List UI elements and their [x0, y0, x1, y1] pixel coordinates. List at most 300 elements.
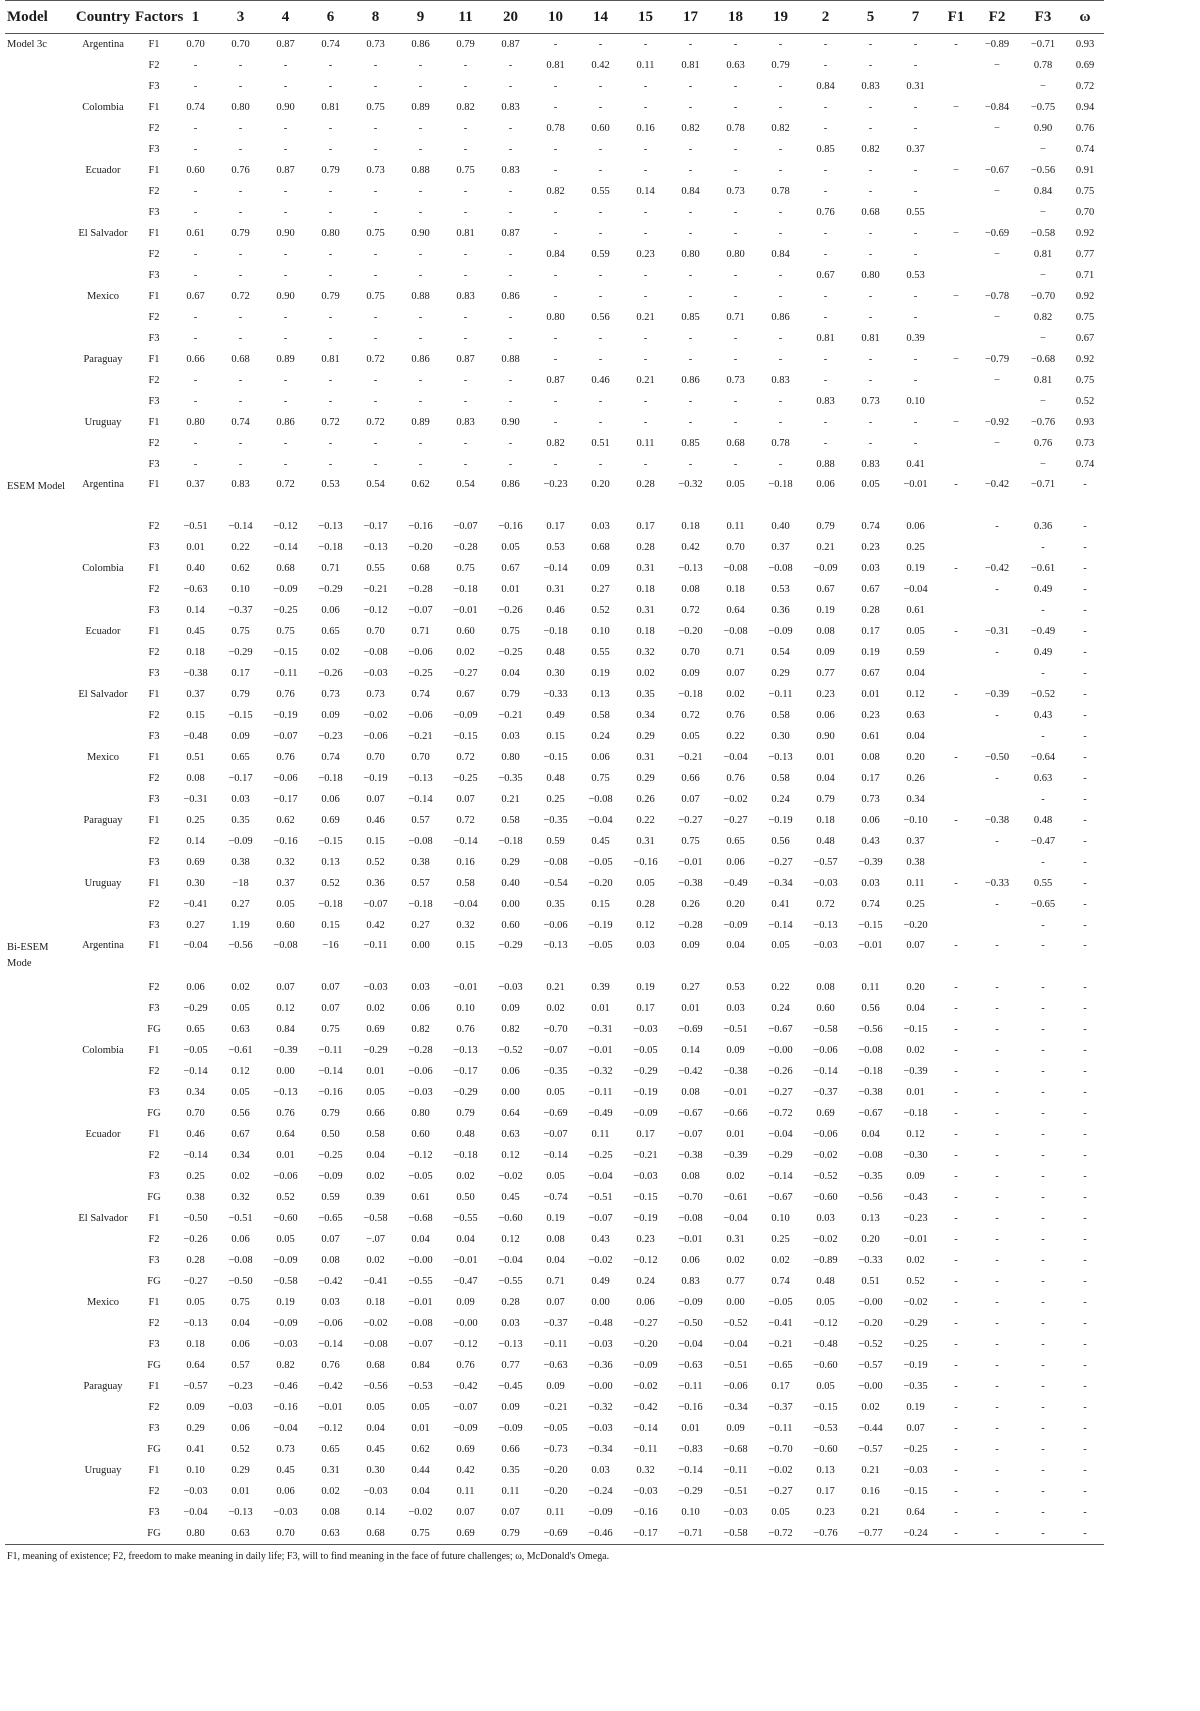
loading-cell: −0.89: [813, 1255, 838, 1266]
loading-cell: 0.80: [186, 417, 205, 428]
loading-cell: −0.30: [903, 1150, 928, 1161]
loading-cell: −0.35: [543, 1066, 568, 1077]
loading-cell: -: [823, 312, 828, 323]
country-cell: [71, 705, 135, 726]
loading-cell: 0.48: [546, 773, 565, 784]
loading-cell: -: [778, 39, 783, 50]
loading-cell: 0.23: [861, 710, 880, 721]
loading-cell: −0.07: [363, 899, 388, 910]
factor-cell: F2: [148, 1234, 160, 1245]
loading-cell: −0.51: [183, 521, 208, 532]
loading-cell: 0.70: [726, 542, 745, 553]
table-row: [5, 747, 1104, 768]
loading-cell: -: [238, 396, 243, 407]
column-header: 5: [848, 1, 893, 34]
loading-cell: -: [1083, 731, 1087, 742]
loading-cell: -: [954, 1339, 958, 1350]
loading-cell: 0.55: [591, 647, 610, 658]
table-row: [5, 998, 1104, 1019]
loading-cell: -: [643, 39, 648, 50]
column-header: 17: [668, 1, 713, 34]
loading-cell: 0.82: [1033, 312, 1053, 323]
table-row: [5, 34, 1104, 56]
loading-cell: -: [1083, 605, 1087, 616]
loading-cell: 0.26: [681, 899, 700, 910]
loading-cell: 0.73: [321, 689, 340, 700]
loading-cell: 0.69: [816, 1108, 835, 1119]
table-row: [5, 873, 1104, 894]
loading-cell: 0.25: [186, 1171, 205, 1182]
loading-cell: -: [823, 39, 828, 50]
loading-cell: 0.09: [726, 1045, 745, 1056]
model-cell: [5, 1145, 71, 1166]
loading-cell: 0.11: [726, 521, 745, 532]
loading-cell: -: [954, 1276, 958, 1287]
loading-cell: 0.41: [906, 459, 925, 470]
loading-cell: -: [1083, 647, 1087, 658]
loading-cell: 0.63: [308, 1523, 353, 1545]
loading-cell: 0.06: [591, 752, 610, 763]
loading-cell: -: [868, 123, 873, 134]
loading-cell: 0.08: [321, 1507, 340, 1518]
loading-cell: −0.12: [363, 605, 388, 616]
factor-cell: F3: [148, 1423, 160, 1434]
loading-cell: 0.01: [186, 542, 205, 553]
loading-cell: 0.31: [321, 1465, 340, 1476]
loading-cell: -: [995, 1024, 999, 1035]
loading-cell: -: [598, 333, 603, 344]
table-footnote: F1, meaning of existence; F2, freedom to make meaning in daily life; F3, will to find meaning in the face of future challenges; ω, McDonald's Omega.: [7, 1551, 610, 1562]
column-header: 4: [263, 1, 308, 34]
loading-cell: −0.32: [588, 1402, 613, 1413]
loading-cell: 0.88: [411, 165, 430, 176]
loading-cell: 0.01: [276, 1150, 295, 1161]
loading-cell: −0.04: [678, 1339, 703, 1350]
loading-cell: −0.05: [633, 1045, 658, 1056]
loading-cell: −0.18: [408, 899, 433, 910]
loading-cell: 0.87: [501, 228, 520, 239]
loading-cell: 0.86: [681, 375, 700, 386]
loading-cell: -: [1041, 1024, 1045, 1035]
table-row: [5, 1502, 1104, 1523]
loading-cell: −0.23: [903, 1213, 928, 1224]
loading-cell: -: [1083, 1423, 1087, 1434]
loading-cell: −0.07: [543, 1045, 568, 1056]
loading-cell: -: [954, 1066, 958, 1077]
loading-cell: 0.05: [816, 1381, 835, 1392]
column-header: F2: [974, 1, 1020, 34]
model-cell: [5, 537, 71, 558]
loading-cell: -: [373, 123, 378, 134]
loading-cell: -: [954, 689, 958, 700]
loading-cell: 0.70: [263, 1523, 308, 1545]
loading-cell: −: [953, 102, 959, 113]
model-cell: [5, 789, 71, 810]
loading-cell: -: [913, 249, 918, 260]
loading-cell: −0.18: [678, 689, 703, 700]
loading-cell: -: [733, 270, 738, 281]
column-header: 6: [308, 1, 353, 34]
loading-cell: 0.22: [231, 542, 250, 553]
loading-cell: 0.22: [636, 815, 655, 826]
loading-cell: 0.90: [816, 731, 835, 742]
loading-cell: 0.82: [861, 144, 880, 155]
loading-cell: 0.58: [591, 710, 610, 721]
factor-cell: F2: [148, 1318, 160, 1329]
loading-cell: 0.14: [186, 836, 205, 847]
model-cell: [5, 160, 71, 181]
loading-cell: -: [954, 563, 958, 574]
loading-cell: 0.02: [456, 1171, 475, 1182]
loading-cell: -: [598, 39, 603, 50]
loading-cell: −0.05: [408, 1171, 433, 1182]
loading-cell: 0.31: [636, 605, 655, 616]
loading-cell: -: [328, 270, 333, 281]
loading-cell: −0.07: [588, 1213, 613, 1224]
loading-cell: -: [193, 438, 198, 449]
loading-cell: −0.18: [318, 542, 343, 553]
table-row: [5, 328, 1104, 349]
loading-cell: 0.01: [906, 1087, 925, 1098]
loading-cell: −0.14: [678, 1465, 703, 1476]
loading-cell: 0.16: [861, 1486, 880, 1497]
factor-cell: F2: [148, 1066, 160, 1077]
loading-cell: -: [954, 1360, 958, 1371]
country-cell: Argentina: [82, 39, 124, 50]
loading-cell: −0.03: [723, 1507, 748, 1518]
loading-cell: -: [553, 165, 558, 176]
loading-cell: 0.27: [411, 920, 430, 931]
factor-cell: F2: [148, 584, 160, 595]
loading-cell: -: [193, 186, 198, 197]
loading-cell: −0.04: [723, 1213, 748, 1224]
loading-cell: 0.94: [1075, 102, 1095, 113]
loading-cell: 0.50: [456, 1192, 475, 1203]
loading-cell: −0.06: [408, 710, 433, 721]
column-header: F1: [938, 1, 974, 34]
loading-cell: -: [508, 60, 513, 71]
loading-cell: −0.06: [273, 773, 298, 784]
loading-cell: -: [238, 144, 243, 155]
loading-cell: −0.64: [1030, 752, 1056, 763]
loading-cell: -: [733, 333, 738, 344]
loading-cell: -: [995, 584, 999, 595]
loading-cell: −0.27: [453, 668, 478, 679]
loading-cell: −18: [232, 878, 249, 889]
loading-cell: −0.60: [813, 1444, 838, 1455]
loading-cell: -: [463, 144, 468, 155]
loading-cell: −0.51: [228, 1213, 253, 1224]
loading-cell: 0.05: [816, 1297, 835, 1308]
loading-cell: -: [868, 291, 873, 302]
loading-cell: 0.68: [591, 542, 610, 553]
loading-cell: -: [1083, 479, 1087, 490]
loading-cell: 0.65: [321, 626, 340, 637]
loading-cell: 0.79: [321, 1108, 340, 1119]
loading-cell: 0.21: [636, 312, 655, 323]
loading-cell: -: [328, 396, 333, 407]
loading-cell: 0.71: [546, 1276, 565, 1287]
loading-cell: 0.09: [681, 668, 700, 679]
country-cell: [71, 516, 135, 537]
table-row: [5, 307, 1104, 328]
loading-cell: 0.02: [366, 1255, 385, 1266]
loading-cell: 0.75: [231, 1297, 250, 1308]
loading-cell: -: [954, 1087, 958, 1098]
loading-cell: −0.25: [318, 1150, 343, 1161]
loading-cell: 0.77: [1075, 249, 1095, 260]
loading-cell: 0.31: [546, 584, 565, 595]
loading-cell: −0.02: [408, 1507, 433, 1518]
loading-cell: 0.43: [1033, 710, 1053, 721]
loading-cell: -: [643, 270, 648, 281]
loading-cell: 0.46: [366, 815, 385, 826]
loading-cell: -: [954, 1045, 958, 1056]
loading-cell: 0.08: [186, 773, 205, 784]
loading-cell: 0.02: [366, 1171, 385, 1182]
loading-cell: −0.39: [903, 1066, 928, 1077]
loading-cell: 0.42: [681, 542, 700, 553]
factor-cell: F2: [148, 249, 160, 260]
loading-cell: −0.21: [498, 710, 523, 721]
loading-cell: −0.16: [498, 521, 523, 532]
factor-cell: F1: [148, 1129, 160, 1140]
loading-cell: -: [553, 459, 558, 470]
loading-cell: -: [778, 333, 783, 344]
loading-cell: -: [688, 228, 693, 239]
loading-cell: −0.21: [768, 1339, 793, 1350]
loading-cell: 0.20: [906, 752, 925, 763]
table-row: [5, 936, 1104, 977]
model-cell: Bi-ESEM Mode: [7, 942, 49, 969]
country-cell: [71, 1145, 135, 1166]
loading-cell: −0.69: [678, 1024, 703, 1035]
loading-cell: 0.18: [726, 584, 745, 595]
loading-cell: -: [1041, 542, 1045, 553]
factor-cell: F2: [148, 375, 160, 386]
loading-cell: −0.70: [768, 1444, 793, 1455]
loading-cell: −0.68: [723, 1444, 748, 1455]
loading-cell: −0.70: [1030, 291, 1056, 302]
loading-cell: -: [688, 102, 693, 113]
loading-cell: 0.04: [906, 1003, 925, 1014]
loading-cell: −0.65: [768, 1360, 793, 1371]
loading-cell: 0.81: [321, 354, 340, 365]
factor-cell: FG: [147, 1108, 161, 1119]
loading-cell: -: [868, 312, 873, 323]
country-cell: [71, 1355, 135, 1376]
loading-cell: -: [1083, 1318, 1087, 1329]
model-cell: [5, 1292, 71, 1313]
loading-cell: −0.60: [813, 1360, 838, 1371]
loading-cell: -: [643, 228, 648, 239]
loading-cell: 0.45: [186, 626, 205, 637]
loading-cell: −0.70: [543, 1024, 568, 1035]
loading-cell: −0.39: [984, 689, 1010, 700]
loading-cell: −0.60: [813, 1192, 838, 1203]
loading-cell: -: [913, 417, 918, 428]
loading-cell: 0.66: [501, 1444, 520, 1455]
loading-cell: −0.06: [273, 1171, 298, 1182]
model-cell: [5, 579, 71, 600]
loading-cell: −0.14: [633, 1423, 658, 1434]
loading-cell: −0.27: [768, 857, 793, 868]
country-cell: Mexico: [86, 1297, 120, 1308]
loading-cell: 0.17: [231, 668, 250, 679]
loading-cell: -: [238, 375, 243, 386]
loading-cell: −0.68: [1030, 354, 1056, 365]
loading-cell: 0.81: [681, 60, 700, 71]
loading-cell: 0.75: [501, 626, 520, 637]
loading-cell: -: [823, 438, 828, 449]
loading-cell: 0.70: [366, 626, 385, 637]
column-header: 11: [443, 1, 488, 34]
loading-cell: −0.31: [183, 794, 208, 805]
loading-cell: 0.53: [321, 479, 340, 490]
loading-cell: 0.76: [231, 165, 250, 176]
loading-cell: 0.70: [366, 752, 385, 763]
loading-cell: −0.39: [723, 1150, 748, 1161]
loading-cell: −0.58: [1030, 228, 1056, 239]
country-cell: [71, 244, 135, 265]
column-header: Model: [5, 1, 71, 34]
table-row: [5, 475, 1104, 516]
loading-cell: -: [598, 291, 603, 302]
table-row: [5, 579, 1104, 600]
loading-cell: -: [463, 459, 468, 470]
loading-cell: 0.51: [591, 438, 610, 449]
loading-cell: 0.57: [411, 878, 430, 889]
loading-cell: -: [463, 375, 468, 386]
loading-cell: −0.28: [453, 542, 478, 553]
country-cell: [71, 1166, 135, 1187]
loading-cell: −0.18: [858, 1066, 883, 1077]
loading-cell: 0.48: [456, 1129, 475, 1140]
loading-cell: -: [1083, 1486, 1087, 1497]
loading-cell: 0.82: [771, 123, 790, 134]
loading-cell: −0.65: [1030, 899, 1056, 910]
loading-cell: 0.76: [726, 773, 745, 784]
loading-cell: -: [995, 1192, 999, 1203]
loading-cell: −0.50: [984, 752, 1010, 763]
loading-cell: -: [328, 186, 333, 197]
loading-cell: −0.03: [408, 1087, 433, 1098]
country-cell: [71, 1082, 135, 1103]
loading-cell: 0.72: [816, 899, 835, 910]
loading-cell: -: [995, 1087, 999, 1098]
loading-cell: -: [643, 102, 648, 113]
loading-cell: -: [238, 270, 243, 281]
factor-cell: F3: [148, 794, 160, 805]
loading-cell: -: [1083, 1255, 1087, 1266]
loading-cell: 0.83: [456, 291, 475, 302]
table-row: [5, 705, 1104, 726]
factor-cell: F1: [148, 752, 160, 763]
loading-cell: 0.34: [906, 794, 925, 805]
loading-cell: -: [1041, 940, 1045, 951]
loading-cell: 0.72: [321, 417, 340, 428]
loading-cell: −0.19: [903, 1360, 928, 1371]
table-row: [5, 1313, 1104, 1334]
loading-cell: −0.18: [768, 479, 793, 490]
loading-cell: −: [953, 165, 959, 176]
loading-cell: 0.86: [276, 417, 295, 428]
loading-cell: −0.55: [453, 1213, 478, 1224]
loading-cell: 0.37: [771, 542, 790, 553]
loading-cell: −0.39: [273, 1045, 298, 1056]
loading-cell: 0.78: [726, 123, 745, 134]
loading-cell: 0.13: [861, 1213, 880, 1224]
loading-cell: 0.89: [411, 417, 430, 428]
loading-cell: −0.73: [543, 1444, 568, 1455]
factor-cell: F1: [148, 479, 160, 490]
loading-cell: [974, 789, 1020, 810]
loading-cell: 0.10: [456, 1003, 475, 1014]
loading-cell: −0.14: [183, 1066, 208, 1077]
loading-cell: −0.68: [408, 1213, 433, 1224]
loading-cell: 0.55: [906, 207, 925, 218]
loading-cell: −0.31: [984, 626, 1010, 637]
loading-cell: −0.29: [678, 1486, 703, 1497]
factor-cell: F3: [148, 459, 160, 470]
loading-cell: 0.00: [501, 1087, 520, 1098]
loading-cell: 0.05: [771, 940, 790, 951]
loading-cell: 0.06: [321, 605, 340, 616]
loading-cell: -: [688, 270, 693, 281]
loading-cell: 0.92: [1075, 228, 1095, 239]
loading-cell: 0.04: [726, 940, 745, 951]
loading-cell: -: [778, 459, 783, 470]
loading-cell: -: [643, 354, 648, 365]
loading-cell: −0.03: [813, 940, 838, 951]
loading-cell: 0.75: [1075, 312, 1095, 323]
loading-cell: −0.02: [768, 1465, 793, 1476]
loading-cell: −0.92: [984, 417, 1010, 428]
loading-cell: -: [995, 1150, 999, 1161]
loading-cell: -: [995, 710, 999, 721]
loading-cell: -: [193, 459, 198, 470]
table-row: [5, 76, 1104, 97]
loading-cell: [974, 852, 1020, 873]
loading-cell: -: [508, 186, 513, 197]
loading-cell: −0.11: [318, 1045, 343, 1056]
loading-cell: 0.83: [231, 479, 250, 490]
loading-cell: 0.86: [411, 354, 430, 365]
model-cell: [5, 1418, 71, 1439]
loading-cell: 0.03: [411, 982, 430, 993]
model-cell: [5, 454, 71, 475]
country-cell: El Salvador: [78, 1213, 128, 1224]
loading-cell: 0.05: [546, 1087, 565, 1098]
loading-cell: -: [418, 438, 423, 449]
loading-cell: 0.11: [591, 1129, 610, 1140]
loading-cell: −0.28: [408, 584, 433, 595]
loading-cell: -: [733, 228, 738, 239]
loading-cell: -: [1041, 1402, 1045, 1413]
loading-cell: [974, 915, 1020, 936]
table-row: [5, 810, 1104, 831]
loading-cell: -: [778, 144, 783, 155]
loading-cell: [974, 726, 1020, 747]
loading-cell: −0.08: [363, 1339, 388, 1350]
model-cell: [5, 1019, 71, 1040]
loading-cell: 1.19: [231, 920, 250, 931]
loading-cell: -: [418, 207, 423, 218]
loading-cell: 0.37: [276, 878, 295, 889]
loading-cell: 0.07: [906, 1423, 925, 1434]
loading-cell: -: [823, 102, 828, 113]
loading-cell: 0.49: [1033, 584, 1053, 595]
